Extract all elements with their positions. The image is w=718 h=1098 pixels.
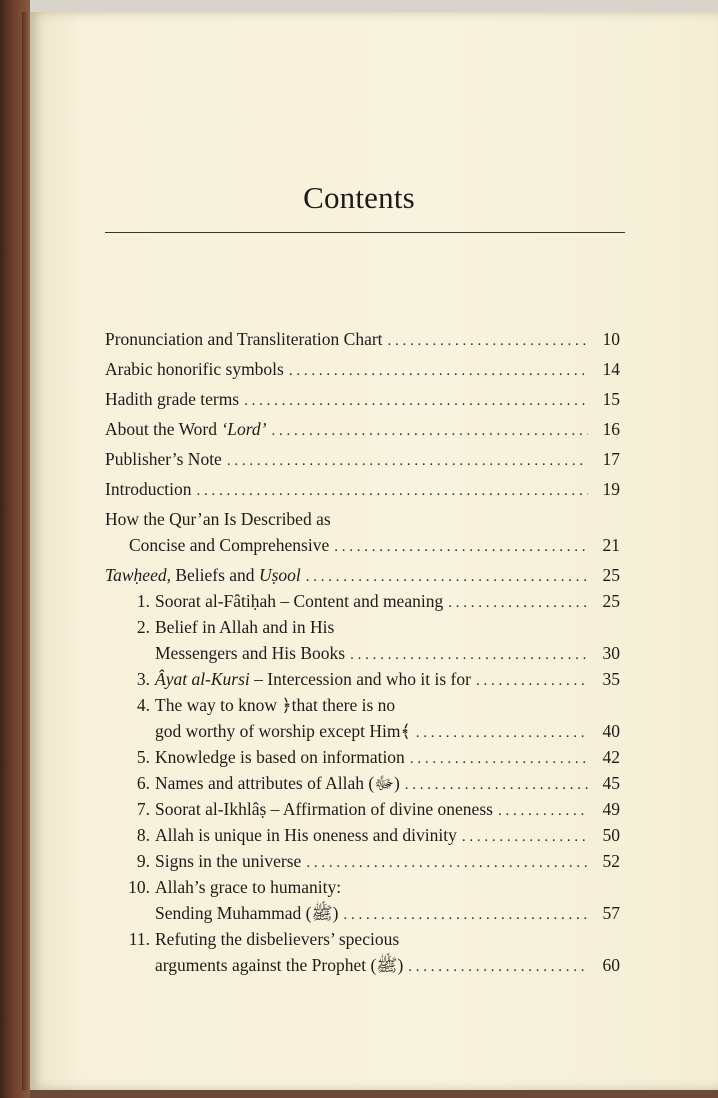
entry-title-continued: Concise and Comprehensive xyxy=(129,535,330,555)
toc-subentry xyxy=(85,926,620,978)
page-number: 40 xyxy=(602,721,620,741)
entry-title: Tawḥeed, Beliefs and Uṣool xyxy=(105,565,301,585)
page-number: 10 xyxy=(602,329,620,349)
dot-leader xyxy=(476,668,588,694)
subentry-title: Knowledge is based on information xyxy=(155,747,405,767)
page-number: 21 xyxy=(602,535,620,555)
subentry-title: Signs in the universe xyxy=(155,851,302,871)
dot-leader xyxy=(410,746,588,772)
dot-leader xyxy=(350,642,588,668)
page-number: 25 xyxy=(602,565,620,585)
subentry-title: Allah’s grace to humanity: xyxy=(155,877,342,897)
subentry-number: 9. xyxy=(136,851,150,871)
subentry-number: 10. xyxy=(128,877,150,897)
page-number: 57 xyxy=(602,903,620,923)
dot-leader xyxy=(405,772,588,798)
subentry-number: 8. xyxy=(136,825,150,845)
toc-subentry xyxy=(85,588,620,614)
subentry-title: Allah is unique in His oneness and divinity xyxy=(155,825,457,845)
entry-title: Hadith grade terms xyxy=(105,389,240,409)
toc-entry xyxy=(105,326,620,352)
dot-leader xyxy=(271,418,588,444)
dot-leader xyxy=(448,590,588,616)
dot-leader xyxy=(227,448,588,474)
toc-entry xyxy=(105,506,620,558)
subentry-number: 2. xyxy=(136,617,150,637)
entry-title: Publisher’s Note xyxy=(105,449,222,469)
page-number: 45 xyxy=(602,773,620,793)
dot-leader xyxy=(334,534,588,560)
subentry-number: 1. xyxy=(136,591,150,611)
subentry-title: Soorat al-Ikhlâṣ – Affirmation of divine oneness xyxy=(155,799,493,819)
toc-subentry xyxy=(85,744,620,770)
entry-title: Introduction xyxy=(105,479,192,499)
entry-title: Arabic honorific symbols xyxy=(105,359,284,379)
title-rule xyxy=(105,232,625,233)
page-number: 16 xyxy=(602,419,620,439)
dot-leader xyxy=(408,954,588,980)
page-number: 42 xyxy=(602,747,620,767)
toc-entry xyxy=(105,356,620,382)
table-of-contents xyxy=(105,326,620,978)
dot-leader xyxy=(498,798,588,824)
dot-leader xyxy=(343,902,588,928)
subentry-title: The way to know ﴿that there is no xyxy=(155,695,396,715)
entry-title-italic: ‘Lord’ xyxy=(221,419,267,439)
dot-leader xyxy=(289,358,588,384)
entry-title: Pronunciation and Transliteration Chart xyxy=(105,329,383,349)
subentry-list xyxy=(85,588,620,978)
page-number: 14 xyxy=(602,359,620,379)
page-number: 35 xyxy=(602,669,620,689)
subentry-number: 11. xyxy=(128,929,150,949)
page-number: 30 xyxy=(602,643,620,663)
subentry-title: Refuting the disbelievers’ specious xyxy=(155,929,400,949)
subentry-title: Soorat al-Fâtiḥah – Content and meaning xyxy=(155,591,444,611)
entry-title: How the Qur’an Is Described as xyxy=(105,509,331,529)
toc-subentry xyxy=(85,614,620,666)
dot-leader xyxy=(197,478,588,504)
dot-leader xyxy=(388,328,588,354)
page-number: 15 xyxy=(602,389,620,409)
subentry-number: 6. xyxy=(136,773,150,793)
page-number: 49 xyxy=(602,799,620,819)
subentry-title: Âyat al-Kursi – Intercession and who it is for xyxy=(155,669,471,689)
page-number: 50 xyxy=(602,825,620,845)
background-top xyxy=(0,0,718,12)
toc-subentry xyxy=(85,770,620,796)
subentry-number: 5. xyxy=(136,747,150,767)
page-number: 25 xyxy=(602,591,620,611)
page-number: 19 xyxy=(602,479,620,499)
dot-leader xyxy=(462,824,588,850)
subentry-title-continued: Sending Muhammad (ﷺ) xyxy=(155,903,339,923)
toc-entry xyxy=(105,476,620,502)
subentry-number: 7. xyxy=(136,799,150,819)
subentry-number: 4. xyxy=(136,695,150,715)
toc-subentry xyxy=(85,848,620,874)
entry-title: About the Word ‘Lord’ xyxy=(105,419,267,439)
toc-subentry xyxy=(85,796,620,822)
toc-subentry xyxy=(85,874,620,926)
page-number: 52 xyxy=(602,851,620,871)
page-number: 17 xyxy=(602,449,620,469)
page-title: Contents xyxy=(303,180,415,215)
subentry-title-continued: Messengers and His Books xyxy=(155,643,346,663)
toc-entry xyxy=(105,386,620,412)
toc-subentry xyxy=(85,692,620,744)
toc-entry xyxy=(105,416,620,442)
page-number: 60 xyxy=(602,955,620,975)
dot-leader xyxy=(416,720,588,746)
subentry-title: Belief in Allah and in His xyxy=(155,617,335,637)
subentry-title-continued: god worthy of worship except Him﴾ xyxy=(155,721,411,741)
subentry-title: Names and attributes of Allah (ﷻ) xyxy=(155,773,400,793)
toc-entry xyxy=(105,446,620,472)
toc-subentry xyxy=(85,822,620,848)
dot-leader xyxy=(244,388,588,414)
dot-leader xyxy=(306,564,588,590)
toc-entry xyxy=(105,562,620,588)
dot-leader xyxy=(306,850,588,876)
subentry-title-continued: arguments against the Prophet (ﷺ) xyxy=(155,955,404,975)
subentry-number: 3. xyxy=(136,669,150,689)
toc-subentry xyxy=(85,666,620,692)
